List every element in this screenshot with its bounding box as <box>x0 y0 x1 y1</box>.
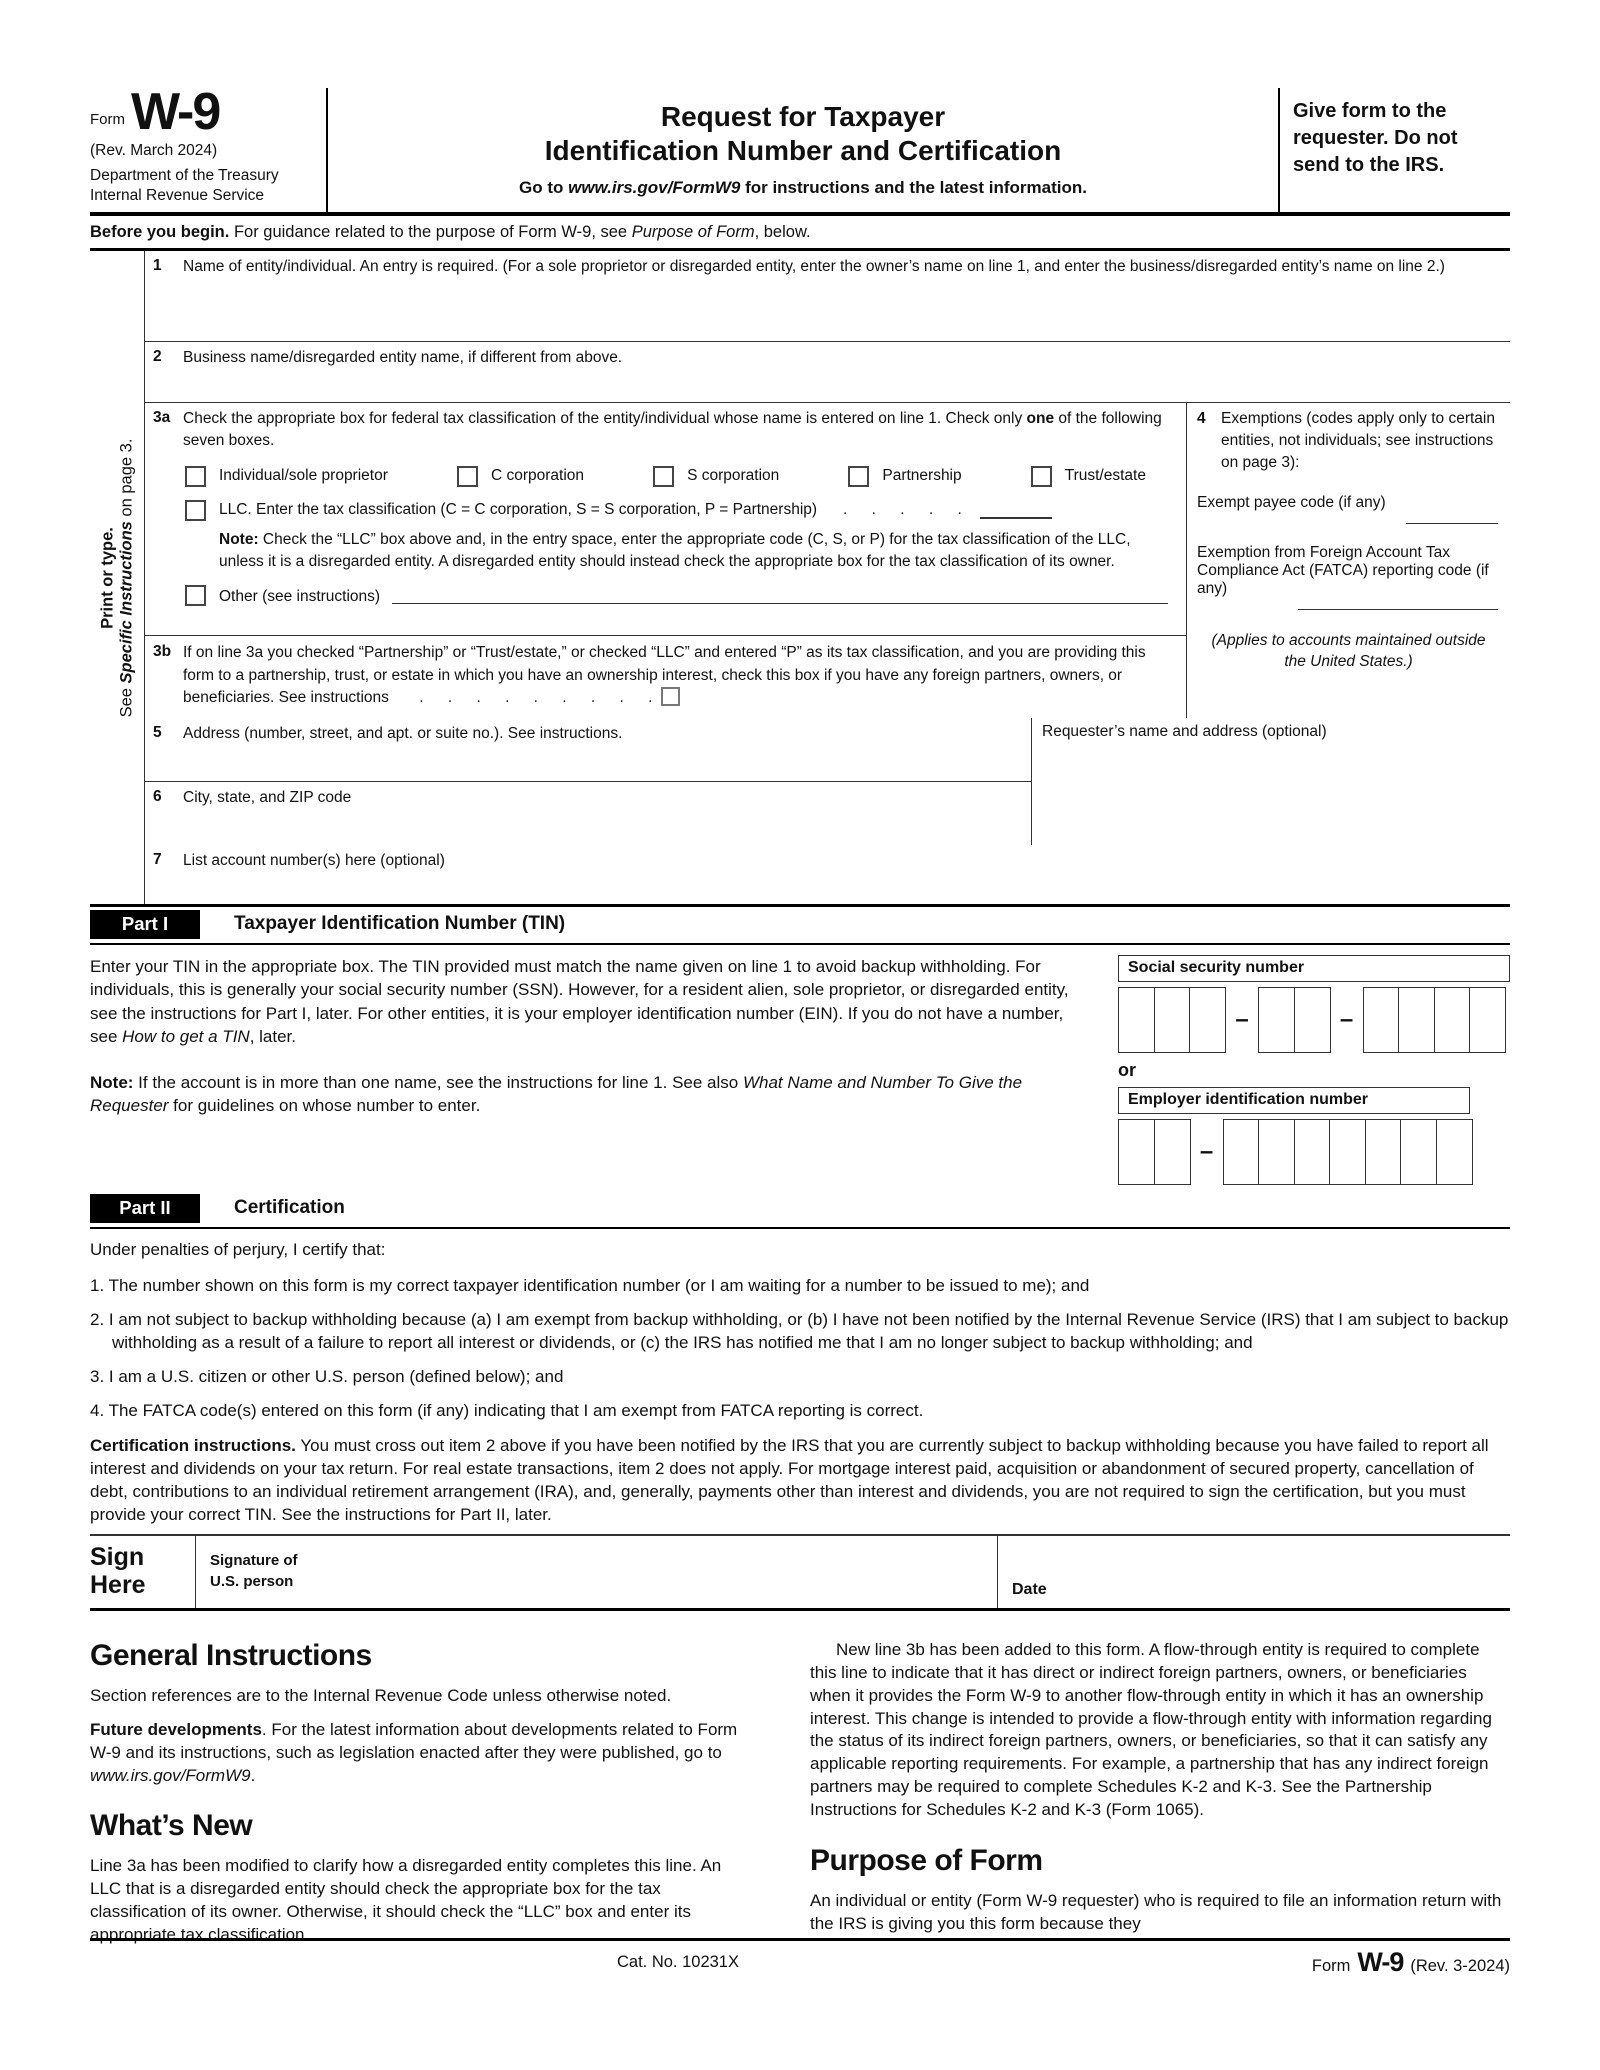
footer-form-number: W-9 <box>1357 1947 1404 1977</box>
line5-label: Address (number, street, and apt. or suite no.). See instructions. <box>183 724 623 742</box>
ssn-dash-1: – <box>1235 1005 1249 1033</box>
llc-tax-code-entry[interactable] <box>980 501 1052 519</box>
before-you-begin <box>90 216 1510 251</box>
sidebar-specific-instructions: Specific Instructions <box>117 520 136 684</box>
line1-label: Name of entity/individual. An entry is required. (For a sole proprietor or disregarded entity, enter the owner’s name on line 1, and enter the business/disregarded entity’s name on line 2.) <box>183 258 1445 276</box>
sidebar-line2 <box>117 438 136 717</box>
checkbox-partnership[interactable] <box>848 466 869 487</box>
sidebar-page3: on page 3. <box>117 438 136 521</box>
line6-number: 6 <box>153 787 162 805</box>
option-partnership <box>848 466 961 487</box>
general-instructions-heading: General Instructions <box>90 1638 372 1672</box>
line2-number: 2 <box>153 348 162 366</box>
line2-business-name-input[interactable] <box>183 369 1500 398</box>
dept-line-2: Internal Revenue Service <box>90 187 265 205</box>
ssn-digit-box-6[interactable] <box>1363 987 1400 1053</box>
ssn-label-box: Social security number <box>1118 955 1510 982</box>
label-llc: LLC. Enter the tax classification (C = C corporation, S = S corporation, P = Partnership) <box>219 501 818 519</box>
line3a-label <box>183 408 1172 451</box>
dept-line-1: Department of the Treasury <box>90 167 279 185</box>
form-revision: (Rev. March 2024) <box>90 142 218 160</box>
purpose-paragraph: An individual or entity (Form W-9 requester) who is required to file an information return with the IRS is giving you this form because they <box>810 1890 1502 1933</box>
certification-item-2: 2. I am not subject to backup withholding because (a) I am exempt from backup withholding, or (b) I have not been notified by the Internal Revenue Service (IRS) that I am subject to backup withholding as a result of a failure to report all interest or dividends, or (c) the IRS has notified me that I am no longer subject to backup withholding; and <box>90 1310 1509 1353</box>
ssn-digit-box-3[interactable] <box>1189 987 1226 1053</box>
line3b-dot-leaders: . . . . . . . . . <box>419 689 653 707</box>
signature-field[interactable] <box>196 1536 997 1608</box>
future-developments-paragraph <box>90 1719 752 1788</box>
checkbox-llc[interactable] <box>185 500 206 521</box>
llc-note-bold: Note: <box>219 530 259 548</box>
whats-new-paragraph: Line 3a has been modified to clarify how a disregarded entity completes this line. An LLC that is a disregarded entity should check the appropriate box for the tax classification of its owner. Otherwise, it should check the “LLC” box and enter its appropriate tax classification. <box>90 1856 722 1944</box>
ssn-digit-box-4[interactable] <box>1258 987 1295 1053</box>
sign-here-section <box>90 1534 1510 1611</box>
requester-label: Requester’s name and address (optional) <box>1042 722 1327 740</box>
option-s-corporation <box>653 466 779 487</box>
certification-instructions-bold: Certification instructions. <box>90 1435 296 1455</box>
requester-name-address-box[interactable] <box>1032 718 1510 845</box>
ein-digit-row <box>1118 1119 1510 1185</box>
part1-body <box>90 945 1510 1191</box>
tax-classification-checkboxes <box>185 466 1146 487</box>
certification-instructions-text: You must cross out item 2 above if you have been notified by the IRS that you are currently subject to backup withholding because you have failed to report all interest and dividends on your tax return. For real estate transactions, item 2 does not apply. For mortgage interest paid, acquisition or abandonment of secured property, cancellation of debt, contributions to an individual retirement arrangement (IRA), and, generally, payments other than interest and dividends, you are not required to sign the certification, but you must provide your correct TIN. See the instructions for Part II, later. <box>90 1435 1489 1524</box>
line3a-row <box>145 403 1186 636</box>
ssn-digit-row <box>1118 987 1510 1053</box>
form-title <box>344 100 1262 167</box>
section-references-paragraph: Section references are to the Internal Revenue Code unless otherwise noted. <box>90 1685 672 1705</box>
footer-form-id <box>1312 1947 1510 1978</box>
line3-and-4-section <box>145 403 1510 717</box>
goto-prefix: Go to <box>519 178 569 198</box>
goto-suffix: for instructions and the latest information. <box>740 178 1087 198</box>
tin-paragraph-suffix: , later. <box>249 1027 297 1047</box>
ssn-digit-box-5[interactable] <box>1294 987 1331 1053</box>
future-developments-period: . <box>250 1765 256 1785</box>
before-text: For guidance related to the purpose of Form W-9, see <box>229 223 632 242</box>
label-c-corporation: C corporation <box>490 467 584 485</box>
instructions-left-column <box>90 1639 752 1958</box>
tin-paragraph <box>90 955 1088 1049</box>
line5-6-section <box>145 718 1510 845</box>
label-other: Other (see instructions) <box>219 587 381 605</box>
checkbox-trust-estate[interactable] <box>1031 466 1052 487</box>
future-developments-bold: Future developments <box>90 1719 262 1739</box>
ein-digit-box-1[interactable] <box>1118 1119 1155 1185</box>
before-italic: Purpose of Form <box>631 223 755 242</box>
applies-outside-us-note: (Applies to accounts maintained outside the United States.) <box>1211 631 1486 671</box>
form-title-line1: Request for Taxpayer <box>660 101 946 132</box>
line5-address-input[interactable] <box>183 745 1021 777</box>
tin-note <box>90 1071 1088 1118</box>
catalog-number: Cat. No. 10231X <box>617 1953 739 1971</box>
line6-row <box>145 782 1031 845</box>
tin-entry-column <box>1118 955 1510 1185</box>
page-footer <box>90 1938 1510 1998</box>
line3a-label-post: of the following seven boxes. <box>183 410 1162 450</box>
line1-row <box>145 251 1510 342</box>
llc-dot-leaders: . . . . . <box>843 501 962 519</box>
form-header <box>90 83 1510 216</box>
line2-row <box>145 342 1510 403</box>
here-word: Here <box>90 1570 146 1599</box>
sidebar-see: See <box>117 683 136 718</box>
sign-word: Sign <box>90 1542 145 1571</box>
certification-intro: Under penalties of perjury, I certify that: <box>90 1239 386 1259</box>
before-bold: Before you begin. <box>90 223 230 242</box>
ssn-digit-box-1[interactable] <box>1118 987 1155 1053</box>
line3b-number: 3b <box>153 643 172 661</box>
sign-here-label <box>90 1536 196 1608</box>
line7-number: 7 <box>153 850 162 868</box>
footer-form-word: Form <box>1311 1957 1351 1975</box>
ein-digit-box-5[interactable] <box>1294 1119 1331 1185</box>
exempt-payee-code-entry[interactable] <box>1406 512 1498 524</box>
ein-dash: – <box>1199 1137 1214 1165</box>
line3a-label-one: one <box>1026 410 1055 428</box>
us-person-label: U.S. person <box>210 1573 294 1591</box>
certification-item-1: 1. The number shown on this form is my correct taxpayer identification number (or I am waiting for a number to be issued to me); and <box>90 1275 1090 1295</box>
part2-header <box>90 1191 1510 1229</box>
part1-instructions <box>90 955 1118 1185</box>
part2-chip: Part II <box>90 1194 200 1223</box>
line6-label: City, state, and ZIP code <box>183 788 352 806</box>
ein-label-box: Employer identification number <box>1118 1087 1470 1114</box>
department-lines <box>90 166 318 206</box>
ein-digit-box-6[interactable] <box>1329 1119 1366 1185</box>
how-to-get-tin-italic: How to get a TIN <box>122 1027 250 1047</box>
form-word: Form <box>90 111 125 129</box>
part1-title: Taxpayer Identification Number (TIN) <box>234 913 566 935</box>
instructions-right-column <box>810 1639 1510 1958</box>
form-fields-table <box>90 251 1510 906</box>
line1-number: 1 <box>153 257 162 275</box>
line3a-number: 3a <box>153 409 171 427</box>
tin-paragraph-text: Enter your TIN in the appropriate box. The TIN provided must match the name given on line 1 to avoid backup withholding. For individuals, this is generally your social security number (SSN). However, for a resident alien, sole proprietor, or disregarded entity, see the instructions for Part I, later. For other entities, it is your employer identification number (EIN). If you do not have a number, see <box>90 956 1069 1047</box>
give-form-box: Give form to the requester. Do not send to the IRS. <box>1278 88 1510 212</box>
sidebar-line1: Print or type. <box>98 526 117 629</box>
part2-body <box>90 1229 1510 1526</box>
future-developments-url: www.irs.gov/FormW9 <box>90 1765 251 1785</box>
certification-instructions <box>90 1434 1510 1526</box>
option-c-corporation <box>457 466 584 487</box>
footer-revision: (Rev. 3-2024) <box>1410 1957 1510 1975</box>
form-number: W-9 <box>131 83 220 141</box>
purpose-of-form-heading: Purpose of Form <box>810 1843 1043 1877</box>
part1-header <box>90 907 1510 945</box>
option-trust-estate <box>1031 466 1146 487</box>
date-label: Date <box>1012 1580 1047 1598</box>
form-id-block <box>90 83 328 212</box>
ein-digit-box-8[interactable] <box>1400 1119 1437 1185</box>
line2-label: Business name/disregarded entity name, if different from above. <box>183 349 623 367</box>
whats-new-heading: What’s New <box>90 1809 253 1843</box>
line7-label: List account number(s) here (optional) <box>183 851 445 869</box>
fatca-exemption-label: Exemption from Foreign Account Tax Compliance Act (FATCA) reporting code (if any) <box>1197 543 1489 597</box>
certification-item-3: 3. I am a U.S. citizen or other U.S. person (defined below); and <box>90 1367 564 1387</box>
future-developments-text: . For the latest information about developments related to Form W-9 and its instructions, such as legislation enacted after they were published, go to <box>90 1719 738 1762</box>
label-trust-estate: Trust/estate <box>1064 467 1146 485</box>
ssn-digit-box-9[interactable] <box>1469 987 1506 1053</box>
line3b-row <box>145 636 1186 717</box>
ein-digit-box-7[interactable] <box>1365 1119 1402 1185</box>
exempt-payee-code-label: Exempt payee code (if any) <box>1197 493 1386 511</box>
line5-row <box>145 718 1031 782</box>
ssn-dash-2: – <box>1339 1005 1354 1033</box>
checkbox-c-corporation[interactable] <box>457 466 478 487</box>
form-title-block <box>328 88 1278 212</box>
fatca-code-entry[interactable] <box>1298 598 1498 610</box>
tin-note-text-a: If the account is in more than one name, see the instructions for line 1. See also <box>133 1072 743 1092</box>
or-label: or <box>1118 1059 1136 1080</box>
tin-note-bold: Note: <box>90 1072 134 1092</box>
line7-account-numbers-input[interactable] <box>183 872 1500 900</box>
sidebar-vertical-text <box>98 438 136 717</box>
other-entry-line[interactable] <box>392 588 1168 604</box>
ssn-digit-box-2[interactable] <box>1154 987 1191 1053</box>
certification-item-4: 4. The FATCA code(s) entered on this form (if any) indicating that I am exempt from FATCA reporting is correct. <box>90 1401 924 1421</box>
checkbox-other[interactable] <box>185 585 206 606</box>
line3a-label-pre: Check the appropriate box for federal tax classification of the entity/individual whose name is entered on line 1. Check only <box>183 410 1027 428</box>
checkbox-foreign-partners[interactable] <box>661 687 680 706</box>
irs-url: www.irs.gov/FormW9 <box>568 178 741 198</box>
line3b-text <box>183 642 1172 709</box>
checkbox-s-corporation[interactable] <box>653 466 674 487</box>
line4-number: 4 <box>1197 410 1206 428</box>
what-name-italic: What Name and Number To Give the Requester <box>90 1072 1023 1116</box>
checkbox-individual-sole-proprietor[interactable] <box>185 466 206 487</box>
option-llc <box>185 500 1172 521</box>
label-s-corporation: S corporation <box>687 467 780 485</box>
new-line-3b-paragraph: New line 3b has been added to this form. A flow-through entity is required to complete this line to indicate that it has direct or indirect foreign partners, owners, or beneficiaries when it provides the Form W-9 to another flow-through entity in which it has an ownership interest. This change is intended to provide a flow-through entity with information regarding the status of its indirect foreign partners, owners, or beneficiaries, so that it can satisfy any applicable reporting requirements. For example, a partnership that has any indirect foreign partners may be required to complete Schedules K-2 and K-3. See the Partnership Instructions for Schedules K-2 and K-3 (Form 1065). <box>810 1639 1492 1819</box>
tin-note-text-b: for guidelines on whose number to enter. <box>168 1096 481 1116</box>
part2-title: Certification <box>234 1197 345 1219</box>
ein-digit-box-9[interactable] <box>1436 1119 1473 1185</box>
llc-note-text: Check the “LLC” box above and, in the entry space, enter the appropriate code (C, S, or P) for the tax classification of the LLC, unless it is a disregarded entity. A disregarded entity should instead check the appropriate box for the tax classification of its owner. <box>219 530 1131 570</box>
option-other <box>185 585 1172 606</box>
line4-label: Exemptions (codes apply only to certain entities, not individuals; see instructions on page 3): <box>1221 410 1495 471</box>
line3b-body: If on line 3a you checked “Partnership” or “Trust/estate,” or checked “LLC” and entered “P” as its tax classification, and you are providing this form to a partnership, trust, or estate in which you have an ownership interest, check this box if you have any foreign partners, owners, or beneficiaries. See instructions <box>183 644 1146 707</box>
label-individual-sole-proprietor: Individual/sole proprietor <box>219 467 388 485</box>
line4-exemptions-box <box>1187 403 1510 717</box>
line5-number: 5 <box>153 723 162 741</box>
before-suffix: , below. <box>754 223 811 242</box>
llc-note <box>219 529 1172 573</box>
general-instructions-section <box>90 1639 1510 1958</box>
print-or-type-sidebar <box>90 251 145 903</box>
part1-chip: Part I <box>90 910 200 939</box>
ein-digit-box-4[interactable] <box>1258 1119 1295 1185</box>
ssn-digit-box-8[interactable] <box>1434 987 1471 1053</box>
line7-row <box>145 845 1510 904</box>
goto-instruction <box>344 178 1262 206</box>
option-individual <box>185 466 388 487</box>
ein-digit-box-2[interactable] <box>1154 1119 1191 1185</box>
form-title-line2: Identification Number and Certification <box>544 134 1062 166</box>
label-partnership: Partnership <box>882 467 962 485</box>
date-field[interactable] <box>997 1536 1510 1608</box>
line1-name-input[interactable] <box>183 278 1500 337</box>
ssn-digit-box-7[interactable] <box>1398 987 1435 1053</box>
signature-of-label: Signature of <box>210 1551 298 1569</box>
line6-city-state-zip-input[interactable] <box>183 809 1021 841</box>
ein-digit-box-3[interactable] <box>1223 1119 1260 1185</box>
